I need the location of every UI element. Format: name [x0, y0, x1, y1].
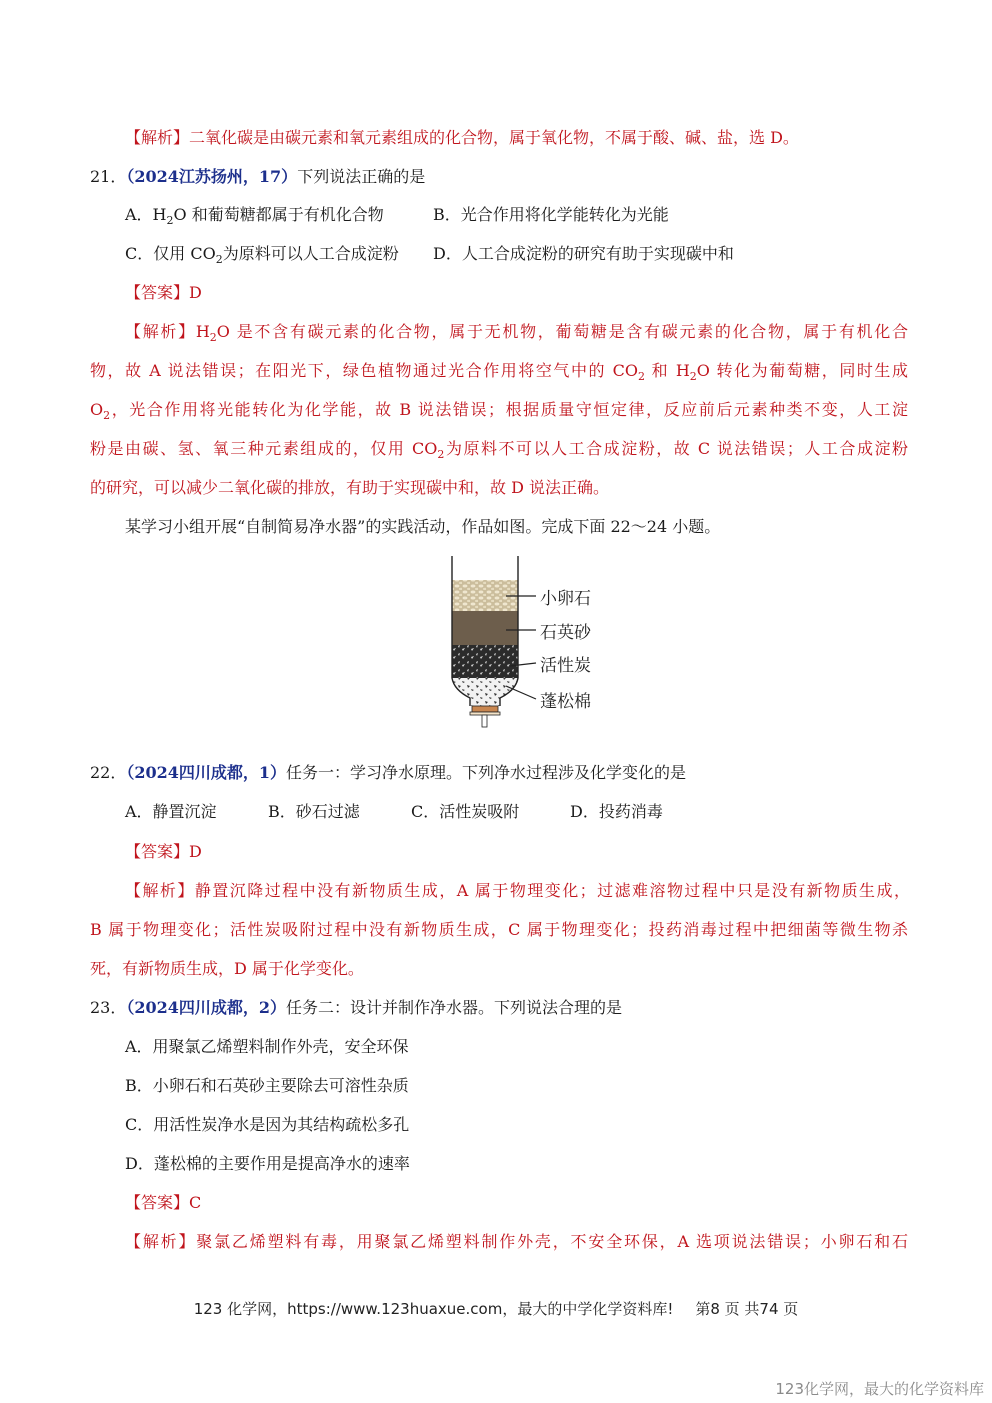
subscript: 2: [215, 253, 223, 266]
question-source: （2024四川成都，1）: [126, 763, 287, 782]
text-run: 【答案】: [125, 283, 190, 302]
watermark: 123化学网，最大的化学资料库: [775, 1380, 984, 1398]
label-quartz-sand: 石英砂: [540, 623, 591, 643]
text-run: C．用活性炭净水是因为其结构疏松多孔: [125, 1115, 410, 1134]
text-run: 【解析】聚氯乙烯塑料有毒，用聚氯乙烯塑料制作外壳，不安全环保，A 选项说法错误；小卵石和石: [125, 1232, 908, 1251]
text-line: [125, 1191, 201, 1215]
subscript: 2: [209, 331, 217, 344]
footer-page-number: 第8 页 共74 页: [695, 1300, 799, 1318]
text-line: [125, 840, 202, 864]
option: [125, 800, 217, 824]
text-run: C: [189, 1193, 202, 1212]
text-run: C．仅用 CO: [125, 244, 216, 263]
text-line: [125, 1035, 409, 1059]
label-activated-carbon: 活性炭: [540, 656, 591, 676]
subscript: 2: [166, 214, 174, 227]
text-run: 【解析】H: [125, 322, 210, 341]
text-line: [125, 126, 799, 150]
text-line: [125, 1230, 908, 1254]
text-line: [125, 1113, 409, 1137]
text-run: 【答案】: [125, 842, 190, 861]
text-run: B 属于物理变化；活性炭吸附过程中没有新物质生成，C 属于物理变化；投药消毒过程中把细菌等微生物杀: [90, 920, 908, 939]
text-run: B．小卵石和石英砂主要除去可溶性杂质: [125, 1076, 409, 1095]
option: [125, 203, 384, 227]
text-run: O 和葡萄糖都属于有机化合物: [173, 205, 384, 224]
activated-carbon-layer: [452, 645, 518, 678]
option: [411, 800, 519, 824]
text-run: 【解析】: [125, 128, 190, 147]
text-run: 21．: [90, 167, 127, 186]
text-line: [90, 918, 908, 942]
text-line: [125, 515, 720, 539]
text-line: [125, 1074, 409, 1098]
text-run: O 是不含有碳元素的化合物，属于无机物，葡萄糖是含有碳元素的化合物，属于有机化合: [216, 322, 908, 341]
water-purifier-diagram: [430, 548, 620, 730]
text-run: O 转化为葡萄糖，同时生成: [696, 361, 908, 380]
text-line: [90, 761, 686, 785]
question-source: （2024四川成都，2）: [126, 998, 287, 1017]
option: [268, 800, 360, 824]
text-run: C．活性炭吸附: [411, 802, 520, 821]
text-run: 为原料可以人工合成淀粉: [222, 244, 399, 263]
question-source: （2024江苏扬州，17）: [126, 167, 298, 186]
text-run: D: [189, 842, 202, 861]
text-line: [125, 879, 910, 903]
text-run: 任务二：设计并制作净水器。下列说法合理的是: [286, 998, 623, 1017]
subscript: 2: [437, 448, 445, 461]
subscript: 2: [638, 370, 646, 383]
text-run: 二氧化碳是由碳元素和氧元素组成的化合物，属于氧化物，不属于酸、碱、盐，选 D。: [189, 128, 799, 147]
text-run: A．H: [125, 205, 167, 224]
text-run: 和 H: [645, 361, 690, 380]
text-run: ，光合作用将光能转化为化学能，故 B 说法错误；根据质量守恒定律，反应前后元素种类不变，人工淀: [110, 400, 908, 419]
text-line: [90, 996, 622, 1020]
footer-site: 123 化学网，https://www.123huaxue.com，最大的中学化学资料库!: [193, 1300, 674, 1318]
text-line: [90, 398, 908, 422]
text-run: 的研究，可以减少二氧化碳的排放，有助于实现碳中和，故 D 说法正确。: [90, 478, 610, 497]
label-pebbles: 小卵石: [540, 589, 591, 609]
text-run: 【答案】: [125, 1193, 190, 1212]
subscript: 2: [103, 409, 111, 422]
option: [433, 242, 734, 266]
text-run: 粉是由碳、氢、氧三种元素组成的，仅用 CO: [90, 439, 438, 458]
text-line: [125, 1152, 410, 1176]
text-line: [90, 437, 908, 461]
quartz-sand-layer: [452, 611, 518, 645]
option: [125, 242, 399, 266]
text-run: 为原料不可以人工合成淀粉，故 C 说法错误；人工合成淀粉: [444, 439, 908, 458]
option: [433, 203, 669, 227]
subscript: 2: [689, 370, 697, 383]
text-run: B．光合作用将化学能转化为光能: [433, 205, 669, 224]
text-run: O: [90, 400, 104, 419]
text-run: 23．: [90, 998, 127, 1017]
text-run: D．投药消毒: [570, 802, 663, 821]
text-run: 物，故 A 说法错误；在阳光下，绿色植物通过光合作用将空气中的 CO: [90, 361, 639, 380]
text-line: [125, 281, 202, 305]
text-run: 22．: [90, 763, 127, 782]
text-run: 某学习小组开展“自制简易净水器”的实践活动，作品如图。完成下面 22～24 小题。: [125, 517, 721, 536]
water-purifier-figure: [430, 548, 620, 730]
text-run: D．蓬松棉的主要作用是提高净水的速率: [125, 1154, 410, 1173]
page-footer: [0, 1298, 992, 1319]
label-cotton: 蓬松棉: [540, 692, 591, 712]
text-run: D．人工合成淀粉的研究有助于实现碳中和: [433, 244, 734, 263]
text-run: B．砂石过滤: [268, 802, 360, 821]
text-run: A．用聚氯乙烯塑料制作外壳，安全环保: [125, 1037, 409, 1056]
text-run: A．静置沉淀: [125, 802, 217, 821]
cotton-layer: [452, 678, 518, 706]
text-run: 死，有新物质生成，D 属于化学变化。: [90, 959, 364, 978]
text-line: [90, 165, 425, 189]
text-run: 【解析】静置沉降过程中没有新物质生成，A 属于物理变化；过滤难溶物过程中只是没有新物质生成，: [125, 881, 910, 900]
text-line: [90, 957, 364, 981]
text-run: 任务一：学习净水原理。下列净水过程涉及化学变化的是: [286, 763, 687, 782]
text-line: [125, 320, 908, 344]
text-run: 下列说法正确的是: [297, 167, 426, 186]
text-line: [90, 476, 609, 500]
text-run: D: [189, 283, 202, 302]
text-line: [90, 359, 908, 383]
option: [570, 800, 663, 824]
